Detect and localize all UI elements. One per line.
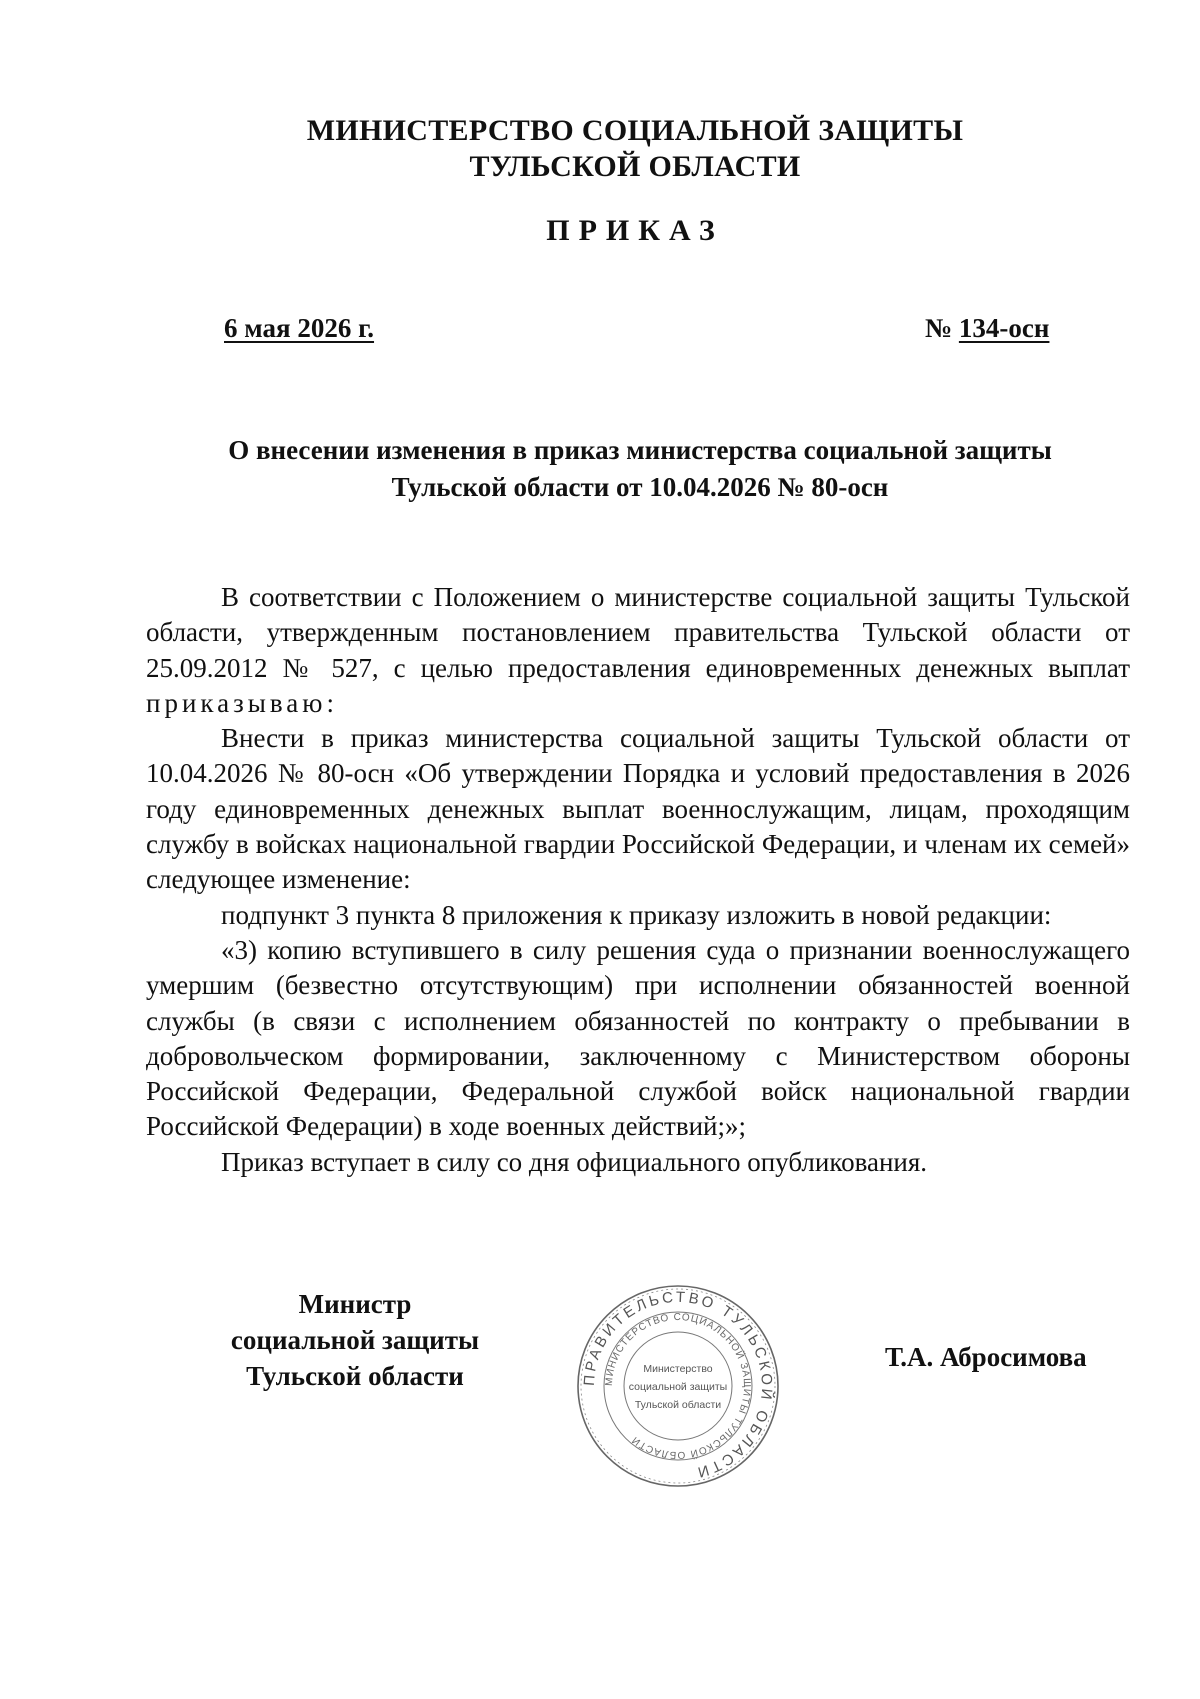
- paragraph-subpoint: подпункт 3 пункта 8 приложения к приказу изложить в новой редакции:: [221, 899, 1052, 930]
- order-word: приказываю:: [146, 687, 338, 718]
- org-name-line2: ТУЛЬСКОЙ ОБЛАСТИ: [469, 150, 801, 183]
- preamble-text: В соответствии с Положением о министерстве социальной защиты Тульской области, утвержденным постановлением правительства Тульской области от 25.09.2012 № 527, с целью предоставления единовременных денежных выплат: [146, 582, 1130, 683]
- subject-line2: Тульской области от 10.04.2026 № 80-осн: [391, 472, 889, 502]
- seal-center-line1: Министерство: [643, 1363, 713, 1375]
- org-name-line1: МИНИСТЕРСТВО СОЦИАЛЬНОЙ ЗАЩИТЫ: [306, 114, 964, 147]
- document-number: [925, 313, 1049, 344]
- signatory-title-line3: Тульской области: [246, 1361, 464, 1391]
- document-date: 6 мая 2026 г.: [224, 313, 375, 343]
- seal-outer-text: ПРАВИТЕЛЬСТВО ТУЛЬСКОЙ ОБЛАСТИ: [580, 1288, 776, 1482]
- paragraph-amendment: Внести в приказ министерства социальной защиты Тульской области от 10.04.2026 № 80-осн «Об утверждении Порядка и условий предоставления в 2026 году единовременных денежных выплат военнослужащим, лицам, проходящим службу в войсках национальной гвардии Российской Федерации, и членам их семей» следующее изменение:: [146, 723, 1130, 895]
- seal-center-line3: Тульской области: [634, 1399, 722, 1411]
- official-seal: [574, 1282, 782, 1490]
- signatory-title-line2: социальной защиты: [230, 1325, 480, 1355]
- number-sign: №: [925, 313, 953, 343]
- document-body: [146, 580, 1130, 1180]
- document-type: ПРИКАЗ: [546, 214, 724, 247]
- signatory-title: [200, 1286, 510, 1394]
- signatory-title-line1: Министр: [298, 1289, 412, 1319]
- seal-inner-text: МИНИСТЕРСТВО СОЦИАЛЬНОЙ ЗАЩИТЫ ТУЛЬСКОЙ ОБЛАСТИ: [603, 1311, 753, 1461]
- subject-line1: О внесении изменения в приказ министерства социальной защиты: [228, 435, 1052, 465]
- signatory-name: Т.А. Абросимова: [885, 1342, 1087, 1372]
- paragraph-preamble: [146, 580, 1130, 721]
- document-subject: [180, 432, 1100, 506]
- paragraph-new-wording: «3) копию вступившего в силу решения суда о признании военнослужащего умершим (безвестно отсутствующим) при исполнении обязанностей военной службы (в связи с исполнением обязанностей по контракту о пребывании в добровольческом формировании, заключенному с Министерством обороны Российской Федерации, Федеральной службой войск национальной гвардии Российской Федерации) в ходе военных действий;»;: [146, 934, 1130, 1142]
- seal-center-line2: социальной защиты: [628, 1381, 728, 1393]
- paragraph-effective: Приказ вступает в силу со дня официального опубликования.: [221, 1146, 928, 1177]
- number-value: 134-осн: [958, 313, 1050, 343]
